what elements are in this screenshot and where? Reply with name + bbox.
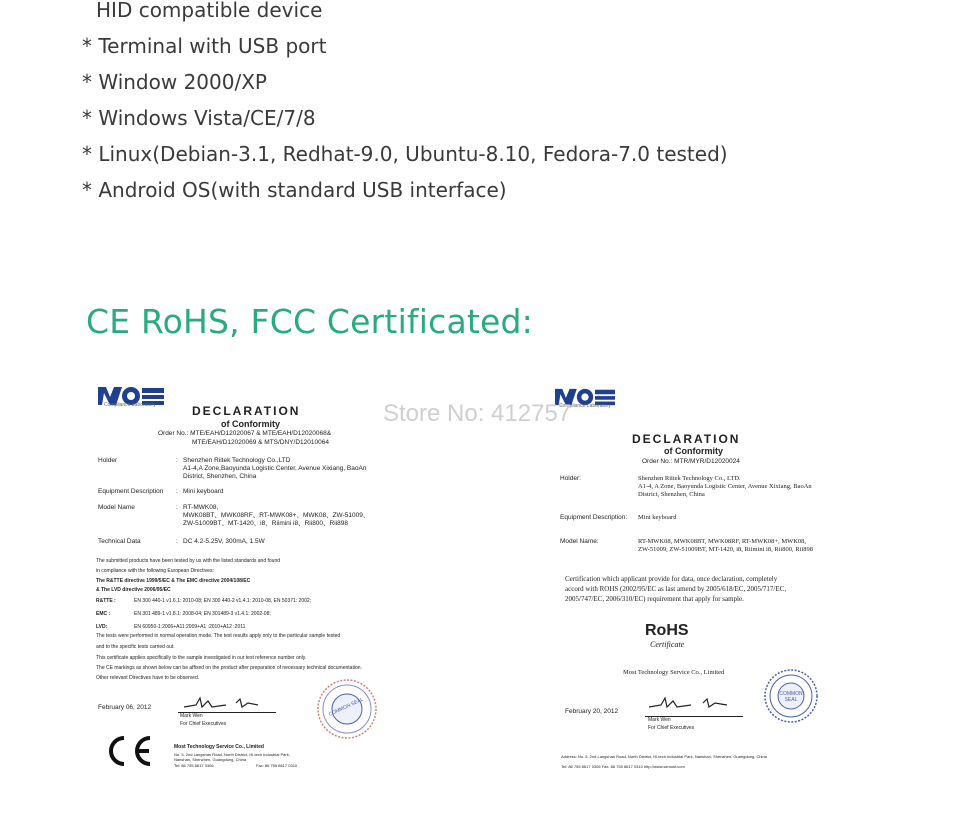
note-text: and to the specific tests carried out.: [96, 644, 175, 650]
rtte-label: R&TTE :: [96, 598, 116, 604]
equipment-value: Mini keyboard: [183, 488, 224, 495]
feature-item: * Window 2000/XP: [82, 70, 267, 94]
signature-icon: [647, 695, 731, 711]
order-number-cont: MTE/EAH/D12020069 & MTS/DNY/D12010064: [192, 439, 329, 446]
body-text: accord with ROHS (2002/95/EC as last amend by 2005/618/EC, 2005/717/EC,: [565, 585, 787, 593]
holder-address: A1-4,A Zone,Baoyunda Logistic Center, Avenue Xixiang, BaoAn: [183, 465, 367, 472]
model-label: Model Name:: [560, 538, 599, 545]
company-contacts: Tel: 86 755 8617 0306 Fax: 86 755 8617 0310 http://www.szmost.com: [561, 764, 685, 769]
model-value: RT-MWK08,: [183, 504, 219, 511]
note-text: The CE markings as shown below can be affixed on the product after preparation of necessary technical documentation.: [96, 665, 362, 671]
seal-text: SEAL: [784, 697, 798, 703]
note-text: The tests were performed in normal operation mode. The test results apply only to the particular sample tested: [96, 633, 341, 639]
declaration-heading: DECLARATION: [632, 432, 741, 446]
declaration-heading: DECLARATION: [192, 404, 301, 418]
note-text: This certificate applies specifically to the sample investigated in our test reference number only.: [96, 655, 307, 661]
body-text: Certification which applicant provide for data, once declaration, completely: [565, 575, 778, 583]
rtte-value: EN 300 440-1 v1.6.1: 2010-08; EN 300 440-2 v1.4.1: 2010-08, EN 50371: 2002;: [134, 598, 312, 604]
body-text: in compliance with the following European Directives:: [96, 568, 214, 574]
feature-item: * Linux(Debian-3.1, Redhat-9.0, Ubuntu-8.10, Fedora-7.0 tested): [82, 142, 728, 166]
seal-text: COMMON SEAL: [327, 696, 365, 718]
equipment-label: Equipment Description: [98, 488, 164, 495]
holder-label: Holder:: [560, 475, 581, 482]
company-name: Most Technology Service Co., Limited: [623, 669, 725, 676]
lvd-value: EN 60950-1:2006+A11:2009+A1 :2010+A12 :2011: [134, 624, 246, 630]
signature-icon: [182, 695, 262, 711]
holder-address-cont: District, Shenzhen, China: [183, 473, 257, 480]
rohs-logo: RoHS: [645, 622, 689, 639]
body-text: The submitted products have been tested by us with the listed standards and found: [96, 558, 281, 564]
store-watermark: Store No: 412757: [383, 400, 572, 427]
order-number: Order No.: MTR/MYR/D12020024: [642, 458, 740, 465]
holder-value: Shenzhen Riitek Technology Co., LTD.: [638, 475, 741, 482]
holder-address-cont: District, Shenzhen, China: [638, 491, 705, 498]
signer-name: Mark Wen: [180, 713, 203, 719]
seal-text: COMMON: [779, 691, 803, 697]
section-title: CE RoHS, FCC Certificated:: [86, 302, 533, 341]
feature-list: [82, 0, 728, 208]
company-seal-icon: [316, 678, 378, 740]
signer-title: For Chief Executives: [648, 725, 695, 731]
feature-item: * Terminal with USB port: [82, 34, 327, 58]
directive-text: The R&TTE directive 1999/5/EC & The EMC directive 2004/108/EC: [96, 578, 251, 584]
emc-value: EN 301 489-1 v1.8.1: 2008-04; EN 301489-3 v1.4.1: 2002-08;: [134, 611, 271, 617]
company-seal-icon: [763, 668, 819, 724]
equipment-value: Mini keyboard: [638, 514, 677, 521]
holder-address: A1-4, A Zone, Baoyunda Logistic Center, Avenue Xixiang, BaoAn: [638, 483, 812, 490]
rohs-logo-subtitle: Certificate: [650, 640, 685, 649]
model-value-cont2: ZW-51009BT、MT-1420、i8、Riimini i8、Rii800、Rii898: [183, 520, 348, 527]
body-text: 2005/747/EC, 2006/310/EC) requirement that apply for sample.: [565, 595, 744, 603]
equipment-label: Equipment Description:: [560, 514, 628, 521]
rohs-certificate: [555, 382, 835, 774]
issue-date: February 06, 2012: [98, 704, 152, 711]
company-address: No. 5, 2nd Langshan Road, North District, Hi-tech Industrial Park,: [174, 752, 290, 757]
feature-item: * Windows Vista/CE/7/8: [82, 106, 316, 130]
model-label: Model Name: [98, 504, 135, 511]
model-value-cont: MWK08BT、MWK08RF、RT-MWK08+、MWK08、ZW-51009、: [183, 512, 370, 519]
lvd-label: LVD:: [96, 624, 108, 630]
declaration-subheading: of Conformity: [664, 446, 723, 456]
directive-text: & The LVD directive 2006/95/EC: [96, 587, 171, 593]
model-value: RT-MWK08, MWK08BT, MWK08RF, RT-MWK08+, MWK08,: [638, 538, 807, 545]
holder-label: Holder: [98, 457, 118, 464]
model-value-cont: ZW-51009, ZW-51009BT, MT-1420, i8, Riimini i8, Rii800, Rii898: [638, 546, 813, 553]
signer-name: Mark Wen: [648, 717, 671, 723]
company-address: Nanshan, Shenzhen, Guangdong, China: [174, 757, 247, 762]
tech-label: Technical Data: [98, 538, 141, 545]
company-fax: Fax: 86 755 8617 0310: [256, 763, 298, 768]
feature-item: HID compatible device: [96, 0, 323, 22]
company-name: Most Technology Service Co., Limited: [174, 744, 264, 750]
signer-title: For Chief Executives: [180, 721, 227, 727]
ce-mark-icon: [100, 734, 154, 768]
order-number: Order No.: MTE/EAH/D12020067 & MTE/EAH/D12020068&: [158, 430, 332, 437]
ce-certificate: Compliance Laboratory DECLARATION of Conformity Order No.: MTE/EAH/D12020067 & MTE/EAH/D12020068& MTE/EAH/D12020069 & MTS/DNY/D12010064 Holder : Shenzhen Riitek Technology Co.,LTD A1-4,A Zone,Baoyunda Logistic Center, Avenue Xixiang, BaoAn District, Shenzhen, China Equipment Description : Mini keyboard Model Name : RT-MWK08, MWK08BT、MWK08RF、RT-MWK08+、MWK08、ZW-51009、 ZW-51009BT、MT-1420、i8、Riimini i8、Rii800、Rii898 Technical Data : DC 4.2-5.25V, 300mA, 1.5W The submitted products have been tested by us with the listed standards and found in compliance with the following European Directives: The R&TTE directive 1999/5/EC & The EMC directive 2004/108/EC & The LVD directive 2006/95/EC R&TTE : EN 300 440-1 v1.6.1: 2010-08; EN 300 440-2 v1.4.1: 2010-08, EN 50371: 2002; EMC : EN 301 489-1 v1.8.1: 2008-04; EN 301489-3 v1.4.1: 2002-08; LVD: EN 60950-1:2006+A11:2009+A1 :2010+A12 :2011 The tests were performed in normal operation mode. The test results apply only to the particular sample tested and to the specific tests carried out. This certificate applies specifically to the sample investigated in our test reference number only. The CE markings as shown below can be affixed on the product after preparation of necessary technical documentation. Other relevant Directives have to be observed. February 06, 2012 Mark Wen For Chief Executives COMMON SEAL Most Technology Service Co., Limited No. 5, 2nd Langshan Road, North District, Hi-tech Industrial Park, Nanshan, Shenzhen, Guangdong, China Tel: 86 755 8617 0306 Fax: 86 755 8617 0310: [94, 382, 414, 774]
tech-value: DC 4.2-5.25V, 300mA, 1.5W: [183, 538, 265, 545]
note-text: Other relevant Directives have to be observed.: [96, 675, 200, 681]
logo-subtitle: Compliance Laboratory: [559, 403, 611, 409]
company-address: Address: No. 5, 2nd Langshan Road, North District, Hi-tech Industrial Park, Nanshan, Shenzhen, Guangdong, China: [561, 754, 767, 759]
company-tel: Tel: 86 755 8617 0306: [174, 763, 214, 768]
holder-value: Shenzhen Riitek Technology Co.,LTD: [183, 457, 291, 464]
issue-date: February 20, 2012: [565, 708, 619, 715]
emc-label: EMC :: [96, 611, 111, 617]
declaration-subheading: of Conformity: [221, 419, 280, 429]
feature-item: * Android OS(with standard USB interface): [82, 178, 507, 202]
logo-subtitle: Compliance Laboratory: [104, 402, 156, 408]
